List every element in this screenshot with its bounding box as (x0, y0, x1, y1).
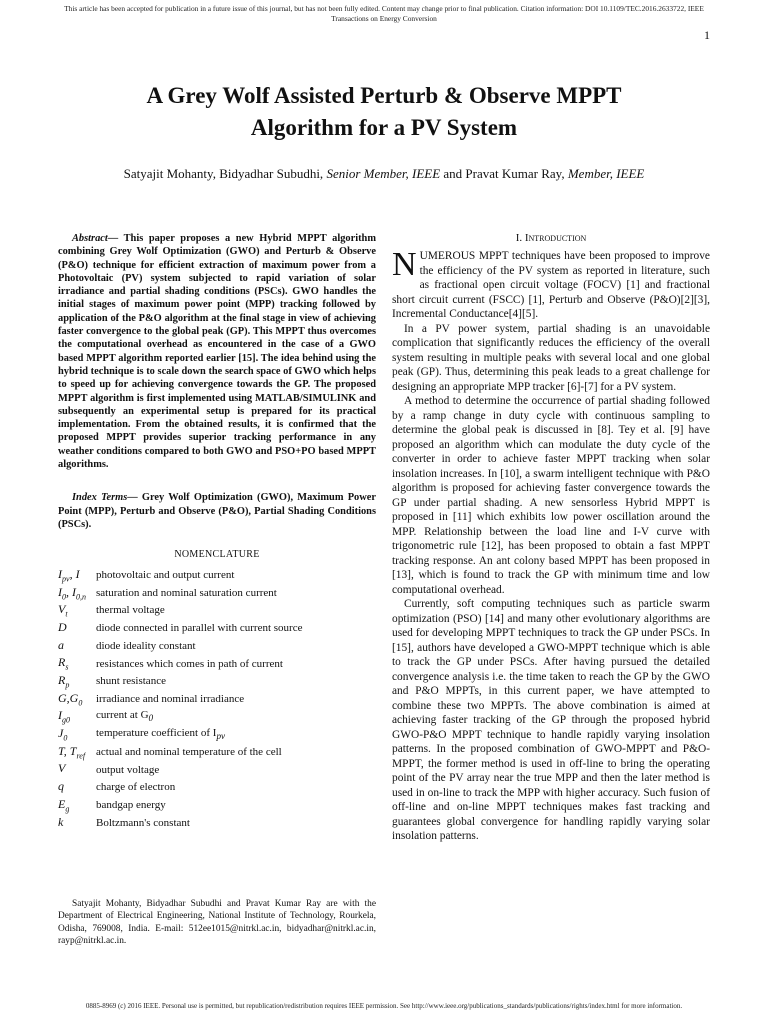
index-terms-text: Grey Wolf Optimization (GWO), Maximum Power Point (MPP), Perturb and Observe (P&O), Partial Shading Conditions (PSCs). (58, 492, 376, 530)
nomenclature-title: NOMENCLATURE (174, 549, 260, 561)
nomenclature-symbol: D (58, 619, 67, 634)
journal-banner (20, 4, 748, 24)
intro-paragraph-1 (392, 246, 710, 322)
nomenclature-symbol: $I_0$, $I_{0,n}$ (58, 584, 86, 601)
nomenclature-description: saturation and nominal saturation current (96, 586, 277, 599)
nomenclature-description: bandgap energy (96, 799, 166, 812)
nomenclature-row (58, 743, 376, 761)
intro-p1-text: UMEROUS MPPT techniques have been proposed to improve the efficiency of the PV system as reported in literature, such as fractional open circuit voltage (FOCV) [1] and fractional short circuit current (FSCC) [1], Perturb and Observe (P&O)[2][3], Incremental Conductance[4][5]. (392, 250, 710, 320)
nomenclature-row (58, 761, 376, 779)
nomenclature-symbol: $I_{g0}$ (58, 708, 70, 725)
author-list (40, 165, 728, 183)
nomenclature-symbol: a (58, 637, 64, 652)
author-role-1: Senior Member, IEEE (326, 166, 441, 181)
nomenclature-symbol: V (58, 761, 66, 776)
nomenclature-row (58, 796, 376, 814)
nomenclature-description: resistances which comes in path of current (96, 657, 283, 670)
dropcap-letter: N (392, 246, 417, 283)
nomenclature-symbol: $R_p$ (58, 673, 70, 690)
nomenclature-symbol: $G,G_0$ (58, 690, 83, 708)
nomenclature-symbol: $V_t$ (58, 602, 68, 619)
nomenclature-description: current at $G_0$ (96, 709, 154, 724)
intro-paragraph-4: Currently, soft computing techniques such as particle swarm optimization (PSO) [14] and many other evolutionary algorithms are used for developing MPPT techniques to track the GP under PSCs. In [15], authors have developed a GWO-MPPT technique which is able to track the GP under PSCs. After having pursued the detailed convergence analysis i.e. the time taken to reach the GP by the GWO and P&O MPPTs, in this current paper, we have attempted to combine these two MPPTs. The above combination is aimed at achieving faster tracking of the GP through the proposed hybrid GWO-P&O MPPT technique to handle rapidly varying insolation patterns. In the proposed combination of GWO-MPPT and P&O-MPPT, the former method is used in off-line to bring the operating point of the PV array near the true MPP and then the later method is used in on-line to track the MPP with higher accuracy. Such fusion of off-line and on-line MPPT techniques makes fast tracking and guarantees global convergence for handling rapidly varying solar insolation patterns. (392, 598, 710, 842)
nomenclature-description: irradiance and nominal irradiance (96, 692, 245, 705)
nomenclature-description: diode ideality constant (96, 639, 196, 652)
nomenclature-row (58, 602, 376, 620)
left-column (58, 232, 376, 832)
section-heading-introduction: I. Introduction (515, 232, 587, 244)
abstract-text: This paper proposes a new Hybrid MPPT algorithm combining Grey Wolf Optimization (GWO) and Perturb & Observe (P&O) technique for efficient extraction of maximum power from a Photovoltaic (PV) system subjected to rapid variation of solar irradiance and partial shading conditions (PSCs). GWO handles the initial stages of maximum power point (MPP) tracking followed by application of the P&O algorithm at the final stage in view of achieving faster convergence to the global peak (GP). This MPPT thus overcomes the computational overhead as encountered in the case of a GWO based MPPT algorithm reported earlier [15]. The idea behind using the hybrid technique is to scale down the search space of GWO which helps to speed up for achieving convergence towards the GP. The proposed MPPT algorithm is first implemented using MATLAB/SIMULINK and subsequently an experimental setup is prepared for its practical implementation. From the obtained results, it is confirmed that the proposed MPPT provides superior tracking performance in any weather conditions compared to both GWO and PSO+PO based MPPT algorithms. (58, 233, 376, 471)
nomenclature-description: temperature coefficient of $I_{pv}$ (96, 727, 226, 742)
nomenclature-row (58, 672, 376, 690)
intro-paragraph-2: In a PV power system, partial shading is an unavoidable complication that significantly reduces the efficiency of the overall system resulting in multiple peaks with several local and one global peak (GP). Thus, determining this peak leads to a great challenge for designing an appropriate MPP tracker [6]-[7] for a PV system. (392, 322, 710, 393)
nomenclature-row (58, 566, 376, 584)
author-names-1: Satyajit Mohanty, Bidyadhar Subudhi, (123, 166, 327, 181)
nomenclature-row (58, 690, 376, 708)
nomenclature-description: shunt resistance (96, 675, 166, 688)
nomenclature-table (58, 566, 376, 831)
nomenclature-description: thermal voltage (96, 604, 165, 617)
nomenclature-row (58, 708, 376, 726)
copyright-footer: 0885-8969 (c) 2016 IEEE. Personal use is permitted, but republication/redistribution requires IEEE permission. See http://www.ieee.org/publications_standards/publications/rights/index.html for more information. (85, 1002, 683, 1010)
nomenclature-symbol: $E_g$ (58, 796, 70, 814)
banner-line-1: This article has been accepted for publication in a future issue of this journal, but has not been fully edited. Content may change prior to final publication. Citation information: DOI 10.1109/TEC.2016.2633722, IEEE (64, 4, 704, 13)
nomenclature-description: diode connected in parallel with current source (96, 622, 303, 635)
nomenclature-description: photovoltaic and output current (96, 569, 235, 582)
nomenclature-row (58, 637, 376, 655)
title-line-2: Algorithm for a PV System (250, 115, 518, 140)
index-terms (58, 491, 376, 531)
paper-title (60, 80, 708, 144)
title-line-1: A Grey Wolf Assisted Perturb & Observe MPPT (146, 83, 622, 108)
abstract-lead: Abstract (72, 233, 108, 244)
author-role-2: Member, IEEE (567, 166, 645, 181)
intro-paragraph-3: A method to determine the occurrence of partial shading followed by a ramp change in duty cycle with continuous sampling to determine the global peak is discussed in [8]. Tey et al. [9] have proposed an algorithm which can modulate the duty cycle of the converter in order to achieve faster MPPT tracking when solar insolation increases. In [10], a swarm intelligent technique with P&O algorithm is proposed for achieving faster convergence towards the GP under partial shading. A new sensorless Hybrid MPPT is proposed in [11] which exhibits low power oscillation around the MPP. Relationship between the load line and I-V curve with trigonometric rule [12], has been proposed to obtain a fast MPPT tracking response. An ant colony based MPPT has been proposed in [13], which is found to track the GP with minimum time and low computational overhead. (392, 395, 710, 596)
nomenclature-description: actual and nominal temperature of the cell (96, 745, 282, 758)
author-names-2: and Pravat Kumar Ray, (440, 166, 568, 181)
author-affiliation-footnote: Satyajit Mohanty, Bidyadhar Subudhi and Pravat Kumar Ray are with the Department of Electrical Engineering, National Institute of Technology, Rourkela, Odisha, 769008, India. E-mail: 512ee1015@nitrkl.ac.in, bidyadhar@nitrkl.ac.in, rayp@nitrkl.ac.in. (58, 899, 376, 947)
nomenclature-symbol: k (58, 814, 64, 829)
nomenclature-description: output voltage (96, 763, 160, 776)
nomenclature-symbol: $J_0$ (58, 726, 68, 743)
nomenclature-row (58, 584, 376, 602)
index-terms-dash: — (127, 492, 142, 504)
abstract (58, 232, 376, 471)
right-column (392, 232, 710, 844)
nomenclature-symbol: $I_{pv}$, I (58, 566, 80, 584)
nomenclature-description: charge of electron (96, 781, 176, 794)
nomenclature-symbol: $R_s$ (58, 655, 69, 672)
nomenclature-row (58, 725, 376, 743)
page-number: 1 (704, 28, 710, 42)
nomenclature-symbol: q (58, 779, 64, 794)
nomenclature-symbol: T, $T_{ref}$ (58, 743, 86, 761)
nomenclature-row (58, 814, 376, 832)
nomenclature-description: Boltzmann's constant (96, 816, 190, 829)
index-terms-lead: Index Terms (72, 492, 128, 504)
banner-line-2: Transactions on Energy Conversion (331, 14, 437, 23)
nomenclature-row (58, 619, 376, 637)
nomenclature-row (58, 778, 376, 796)
nomenclature-row (58, 655, 376, 673)
abstract-dash: — (107, 233, 124, 244)
